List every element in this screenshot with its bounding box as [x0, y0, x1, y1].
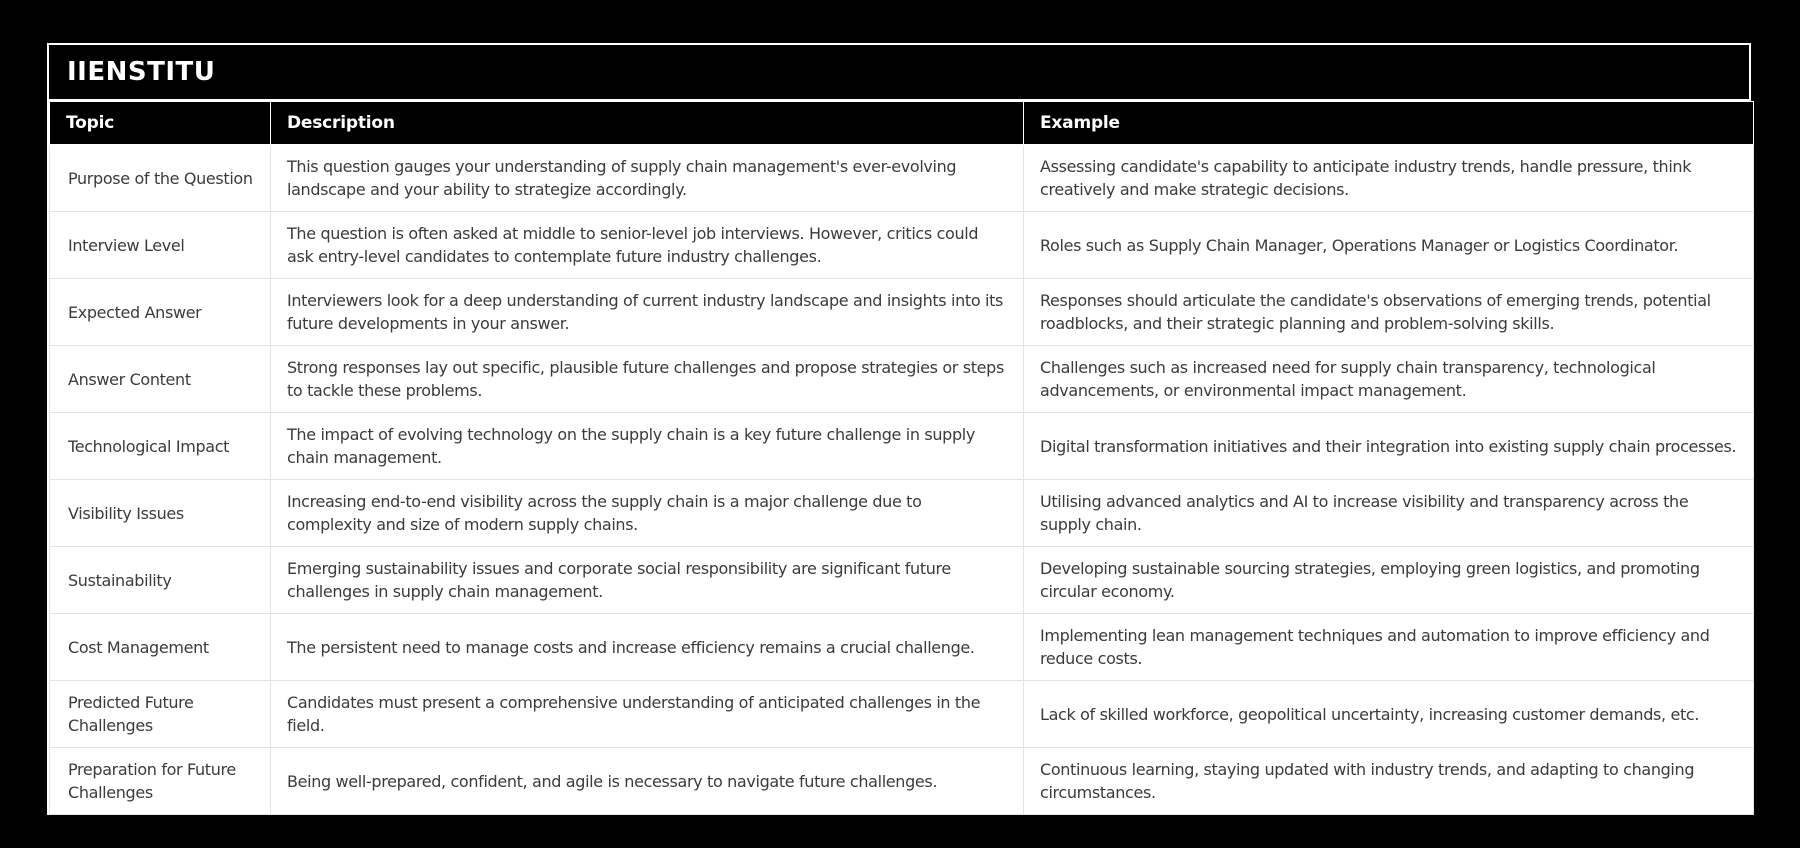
- cell-example: Continuous learning, staying updated with industry trends, and adapting to changing circumstances.: [1024, 748, 1754, 815]
- cell-example: Digital transformation initiatives and their integration into existing supply chain processes.: [1024, 413, 1754, 480]
- info-table: [49, 101, 1754, 815]
- header-row: [50, 102, 1754, 145]
- cell-topic: Cost Management: [50, 614, 271, 681]
- cell-example: Lack of skilled workforce, geopolitical uncertainty, increasing customer demands, etc.: [1024, 681, 1754, 748]
- cell-topic: Answer Content: [50, 346, 271, 413]
- cell-example: Developing sustainable sourcing strategies, employing green logistics, and promoting circular economy.: [1024, 547, 1754, 614]
- table-row: [50, 413, 1754, 480]
- cell-example: Responses should articulate the candidate's observations of emerging trends, potential roadblocks, and their strategic planning and problem-solving skills.: [1024, 279, 1754, 346]
- cell-description: Emerging sustainability issues and corporate social responsibility are significant future challenges in supply chain management.: [271, 547, 1024, 614]
- cell-example: Roles such as Supply Chain Manager, Operations Manager or Logistics Coordinator.: [1024, 212, 1754, 279]
- cell-topic: Technological Impact: [50, 413, 271, 480]
- cell-description: The persistent need to manage costs and increase efficiency remains a crucial challenge.: [271, 614, 1024, 681]
- cell-description: Candidates must present a comprehensive understanding of anticipated challenges in the field.: [271, 681, 1024, 748]
- table-row: [50, 346, 1754, 413]
- cell-topic: Interview Level: [50, 212, 271, 279]
- cell-description: Strong responses lay out specific, plausible future challenges and propose strategies or steps to tackle these problems.: [271, 346, 1024, 413]
- table-row: [50, 212, 1754, 279]
- table-row: [50, 279, 1754, 346]
- cell-topic: Predicted Future Challenges: [50, 681, 271, 748]
- table-row: [50, 480, 1754, 547]
- cell-example: Assessing candidate's capability to anticipate industry trends, handle pressure, think creatively and make strategic decisions.: [1024, 145, 1754, 212]
- title-bar: [49, 45, 1749, 101]
- cell-example: Implementing lean management techniques and automation to improve efficiency and reduce costs.: [1024, 614, 1754, 681]
- cell-description: The question is often asked at middle to senior-level job interviews. However, critics could ask entry-level candidates to contemplate future industry challenges.: [271, 212, 1024, 279]
- cell-description: The impact of evolving technology on the supply chain is a key future challenge in supply chain management.: [271, 413, 1024, 480]
- column-header-topic: Topic: [50, 102, 271, 145]
- table-row: [50, 614, 1754, 681]
- table-body: [50, 145, 1754, 815]
- table-header: [50, 102, 1754, 145]
- cell-description: This question gauges your understanding of supply chain management's ever-evolving landscape and your ability to strategize accordingly.: [271, 145, 1024, 212]
- table-row: [50, 547, 1754, 614]
- column-header-description: Description: [271, 102, 1024, 145]
- brand-title: IIENSTITU: [67, 57, 216, 87]
- table-card: [47, 43, 1751, 815]
- table-row: [50, 748, 1754, 815]
- column-header-example: Example: [1024, 102, 1754, 145]
- cell-topic: Expected Answer: [50, 279, 271, 346]
- cell-example: Challenges such as increased need for supply chain transparency, technological advancements, or environmental impact management.: [1024, 346, 1754, 413]
- table-row: [50, 681, 1754, 748]
- cell-example: Utilising advanced analytics and AI to increase visibility and transparency across the supply chain.: [1024, 480, 1754, 547]
- cell-description: Increasing end-to-end visibility across the supply chain is a major challenge due to complexity and size of modern supply chains.: [271, 480, 1024, 547]
- cell-topic: Sustainability: [50, 547, 271, 614]
- cell-topic: Purpose of the Question: [50, 145, 271, 212]
- cell-topic: Visibility Issues: [50, 480, 271, 547]
- cell-topic: Preparation for Future Challenges: [50, 748, 271, 815]
- cell-description: Being well-prepared, confident, and agile is necessary to navigate future challenges.: [271, 748, 1024, 815]
- cell-description: Interviewers look for a deep understanding of current industry landscape and insights into its future developments in your answer.: [271, 279, 1024, 346]
- table-row: [50, 145, 1754, 212]
